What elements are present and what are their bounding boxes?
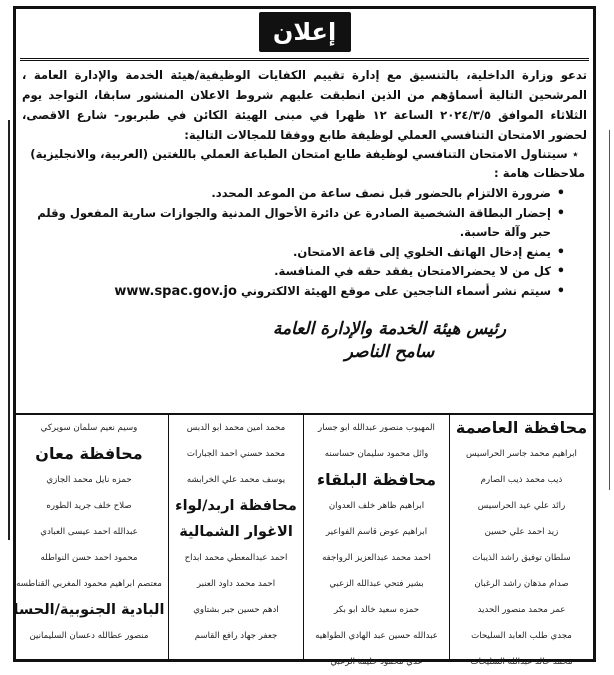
right-margin-line (609, 130, 610, 490)
column-balqa (303, 415, 449, 667)
candidate-name: وائل محمود سليمان حساسنه (324, 449, 429, 459)
candidate-name: محمود احمد حسن النواطله (40, 553, 138, 563)
candidate-name: بشير فتحي عبدالله الزعبي (329, 579, 424, 589)
candidate-lists (13, 413, 593, 667)
candidate-name: مجدي طلب العابد السليحات (471, 631, 572, 641)
candidate-name: يوسف محمد علي الخرابشه (186, 475, 286, 485)
candidate-name: منصور عطالله دعسان السليمانين (29, 631, 149, 641)
candidate-name: عبدالله حسين عبد الهادي الطواهيه (315, 631, 438, 641)
governorate-heading: محافظة اربد/لواء (175, 498, 297, 514)
candidate-name: المهيوب منصور عبدالله ابو جسار (318, 423, 435, 433)
website-link[interactable]: www.spac.gov.jo (114, 283, 237, 299)
governorate-heading: البادية الجنوبية/الحسا (13, 602, 165, 618)
candidate-name: رائد علي عيد الحراسيس (477, 501, 566, 511)
candidate-name: ذيب محمد ذيب الصارم (480, 475, 563, 485)
candidate-name: حمزه نايل محمد الجازي (46, 475, 132, 485)
candidate-name: حمزه سعيد خالد ابو بكر (333, 605, 420, 615)
column-capital (449, 415, 593, 667)
governorate-heading: محافظة البلقاء (316, 470, 437, 489)
governorate-heading: محافظة معان (35, 444, 143, 463)
governorate-subheading: الاغوار الشمالية (179, 524, 293, 540)
candidate-name: ابراهيم ظاهر خلف العدوان (328, 501, 425, 511)
candidate-name: معتصم ابراهيم محمود المغربي القناطسه (16, 579, 162, 589)
candidate-name: احمد محمد داود العنبر (196, 579, 276, 589)
candidate-name: احمد محمد عبدالعزيز الرواجفه (322, 553, 431, 563)
candidate-name: عمر محمد منصور الحديد (477, 605, 566, 615)
column-irbid (168, 415, 303, 659)
signature-name: سامح الناصر (344, 342, 435, 362)
intro-paragraph: تدعو وزارة الداخلية، بالتنسيق مع إدارة تقييم الكفايات الوظيفية/هيئة الخدمة والإدارة العامة ، المرشحين التالية أسماؤهم من الذين انطبقت عليهم شروط الاعلان المنشور سابقا، التواجد يوم الثلاثاء الموافق ٢٠٢٤/٣/٥ الساعة ١٢ ظهرا في مبنى الهيئة الكائن في طبربور- شارع الاقصى، لحضور الامتحان التنافسي العملي لوظيفة طابع ووفقا للمجالات التالية: (22, 68, 587, 142)
note-item: • إحضار البطاقة الشخصية الصادرة عن دائرة الأحوال المدنية والجوازات سارية المفعول وقلم حبر وآلة حاسبة. (24, 204, 565, 243)
candidate-name: سلطان توفيق راشد الذيبات (472, 553, 571, 563)
candidate-name: محمد خالد عبدالله السليحات (470, 657, 573, 667)
note-item: • ضرورة الالتزام بالحضور قبل نصف ساعة من الموعد المحدد. (24, 184, 565, 204)
exam-scope-line: ⋆ سيتناول الامتحان التنافسي لوظيفة طابع امتحان الطباعة العملي باللغتين (العربية، والانجليزية) (30, 147, 579, 161)
candidate-name: ابراهيم محمد جاسر الحراسيس (466, 449, 577, 459)
governorate-heading: محافظة العاصمة (455, 418, 588, 437)
candidate-name: محمد امين محمد ابو الدبس (186, 423, 286, 433)
candidate-name: ادهم حسين جبر بشتاوي (193, 605, 279, 615)
candidate-name: وسيم نعيم سلمان سويركي (40, 423, 138, 433)
candidate-name: احمد عبدالمعطي محمد ابداح (184, 553, 288, 563)
candidate-name: زيد احمد علي حسين (484, 527, 559, 537)
signature-title: رئيس هيئة الخدمة والإدارة العامة (272, 319, 507, 339)
column-maan (10, 415, 168, 659)
candidate-name: عبدالله احمد عيسى العبادي (40, 527, 138, 537)
note-item: • كل من لا يحضرالامتحان يفقد حقه في المنافسة. (24, 262, 565, 282)
candidate-name: صلاح خلف جريد الطوره (46, 501, 132, 511)
candidate-name: محمد حسني احمد الجبارات (186, 449, 286, 459)
note-item: • سيتم نشر أسماء الناجحين على موقع الهيئة الالكتروني www.spac.gov.jo (24, 282, 565, 302)
note-item: • يمنع إدخال الهاتف الخلوي إلى قاعة الامتحان. (24, 243, 565, 263)
signature-block (16, 317, 593, 363)
candidate-name: جعفر جهاد رافع القاسم (194, 631, 278, 641)
candidate-name: ابراهيم عوض قاسم الفواعير (325, 527, 428, 537)
notes-list (16, 184, 593, 301)
notes-heading: ملاحظات هامة : (494, 166, 585, 180)
announcement-title: إعلان (259, 12, 351, 52)
candidate-name: صدام مذهان راشد الرغبان (474, 579, 569, 589)
announcement-sheet (13, 6, 596, 667)
candidate-name: عدي محمود خليفه الزعبي (330, 657, 423, 667)
